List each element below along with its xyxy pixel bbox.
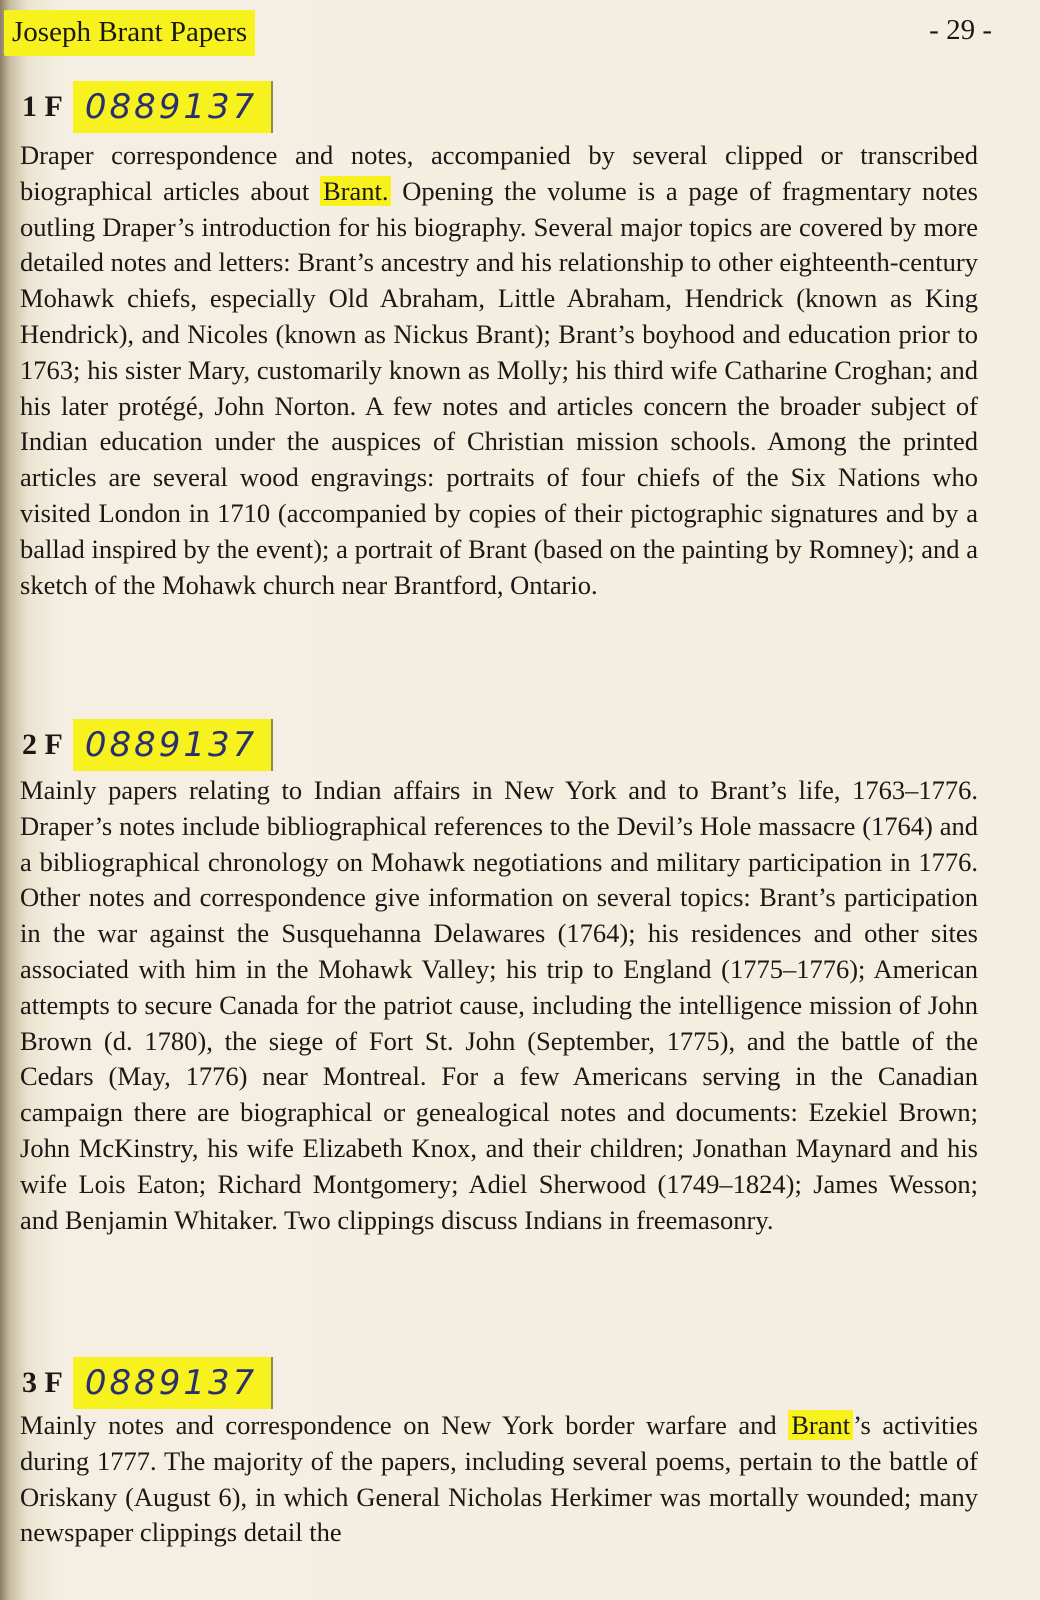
entry-text-1 [20, 138, 978, 603]
page-number: - 29 - [929, 14, 992, 46]
entry-text-2 [20, 773, 978, 1238]
reel-number: 0889137 [73, 719, 273, 771]
entry-heading-1 [22, 82, 273, 132]
highlighted-term: Brant. [320, 176, 392, 206]
entry-heading-3 [22, 1358, 273, 1408]
entry-label: 2 F [22, 728, 63, 761]
entry-text-3 [20, 1408, 978, 1551]
entry-heading-2 [22, 720, 273, 770]
highlighted-term: Brant [788, 1410, 853, 1440]
page-title: Joseph Brant Papers [4, 10, 255, 56]
entry-label: 3 F [22, 1366, 63, 1399]
entry-label: 1 F [22, 90, 63, 123]
entry-text-part: Mainly notes and correspondence on New York border warfare and [20, 1410, 789, 1440]
entry-text-part: Draper correspondence and notes, accompanied by several clipped or transcribed biographical articles about [20, 140, 978, 206]
reel-number: 0889137 [73, 81, 273, 133]
reel-number: 0889137 [73, 1357, 273, 1409]
entry-text-part: ’s activities during 1777. The majority of the papers, including several poems, pertain to the battle of Oriskany (August 6), in which General Nicholas Herkimer was mortally wounded; many newspaper clippings detail the [20, 1410, 978, 1548]
entry-text-part: Opening the volume is a page of fragmentary notes outling Draper’s introduction for his biography. Several major topics are covered by more detailed notes and letters: Brant’s ancestry and his relationship to other eighteenth-century Mohawk chiefs, especially Old Abraham, Little Abraham, Hendrick (known as King Hendrick), and Nicoles (known as Nickus Brant); Brant’s boyhood and education prior to 1763; his sister Mary, customarily known as Molly; his third wife Catharine Croghan; and his later protégé, John Norton. A few notes and articles concern the broader subject of Indian education under the auspices of Christian mission schools. Among the printed articles are several wood engravings: portraits of four chiefs of the Six Nations who visited London in 1710 (accompanied by copies of their pictographic signatures and by a ballad inspired by the event); a portrait of Brant (based on the painting by Romney); and a sketch of the Mohawk church near Brantford, Ontario. [20, 175, 978, 600]
entry-text-part: Mainly papers relating to Indian affairs in New York and to Brant’s life, 1763–1776. Draper’s notes include bibliographical references to the Devil’s Hole massacre (1764) and a bibliographical chronology on Mohawk negotiations and military participation in 1776. Other notes and correspondence give information on several topics: Brant’s participation in the war against the Susquehanna Delawares (1764); his residences and other sites associated with him in the Mohawk Valley; his trip to England (1775–1776); American attempts to secure Canada for the patriot cause, including the intelligence mission of John Brown (d. 1780), the siege of Fort St. John (September, 1775), and the battle of the Cedars (May, 1776) near Montreal. For a few Americans serving in the Canadian campaign there are biographical or genealogical notes and documents: Ezekiel Brown; John McKinstry, his wife Elizabeth Knox, and their children; Jonathan Maynard and his wife Lois Eaton; Richard Montgomery; Adiel Sherwood (1749–1824); James Wesson; and Benjamin Whitaker. Two clippings discuss Indians in freemasonry. [20, 775, 978, 1235]
